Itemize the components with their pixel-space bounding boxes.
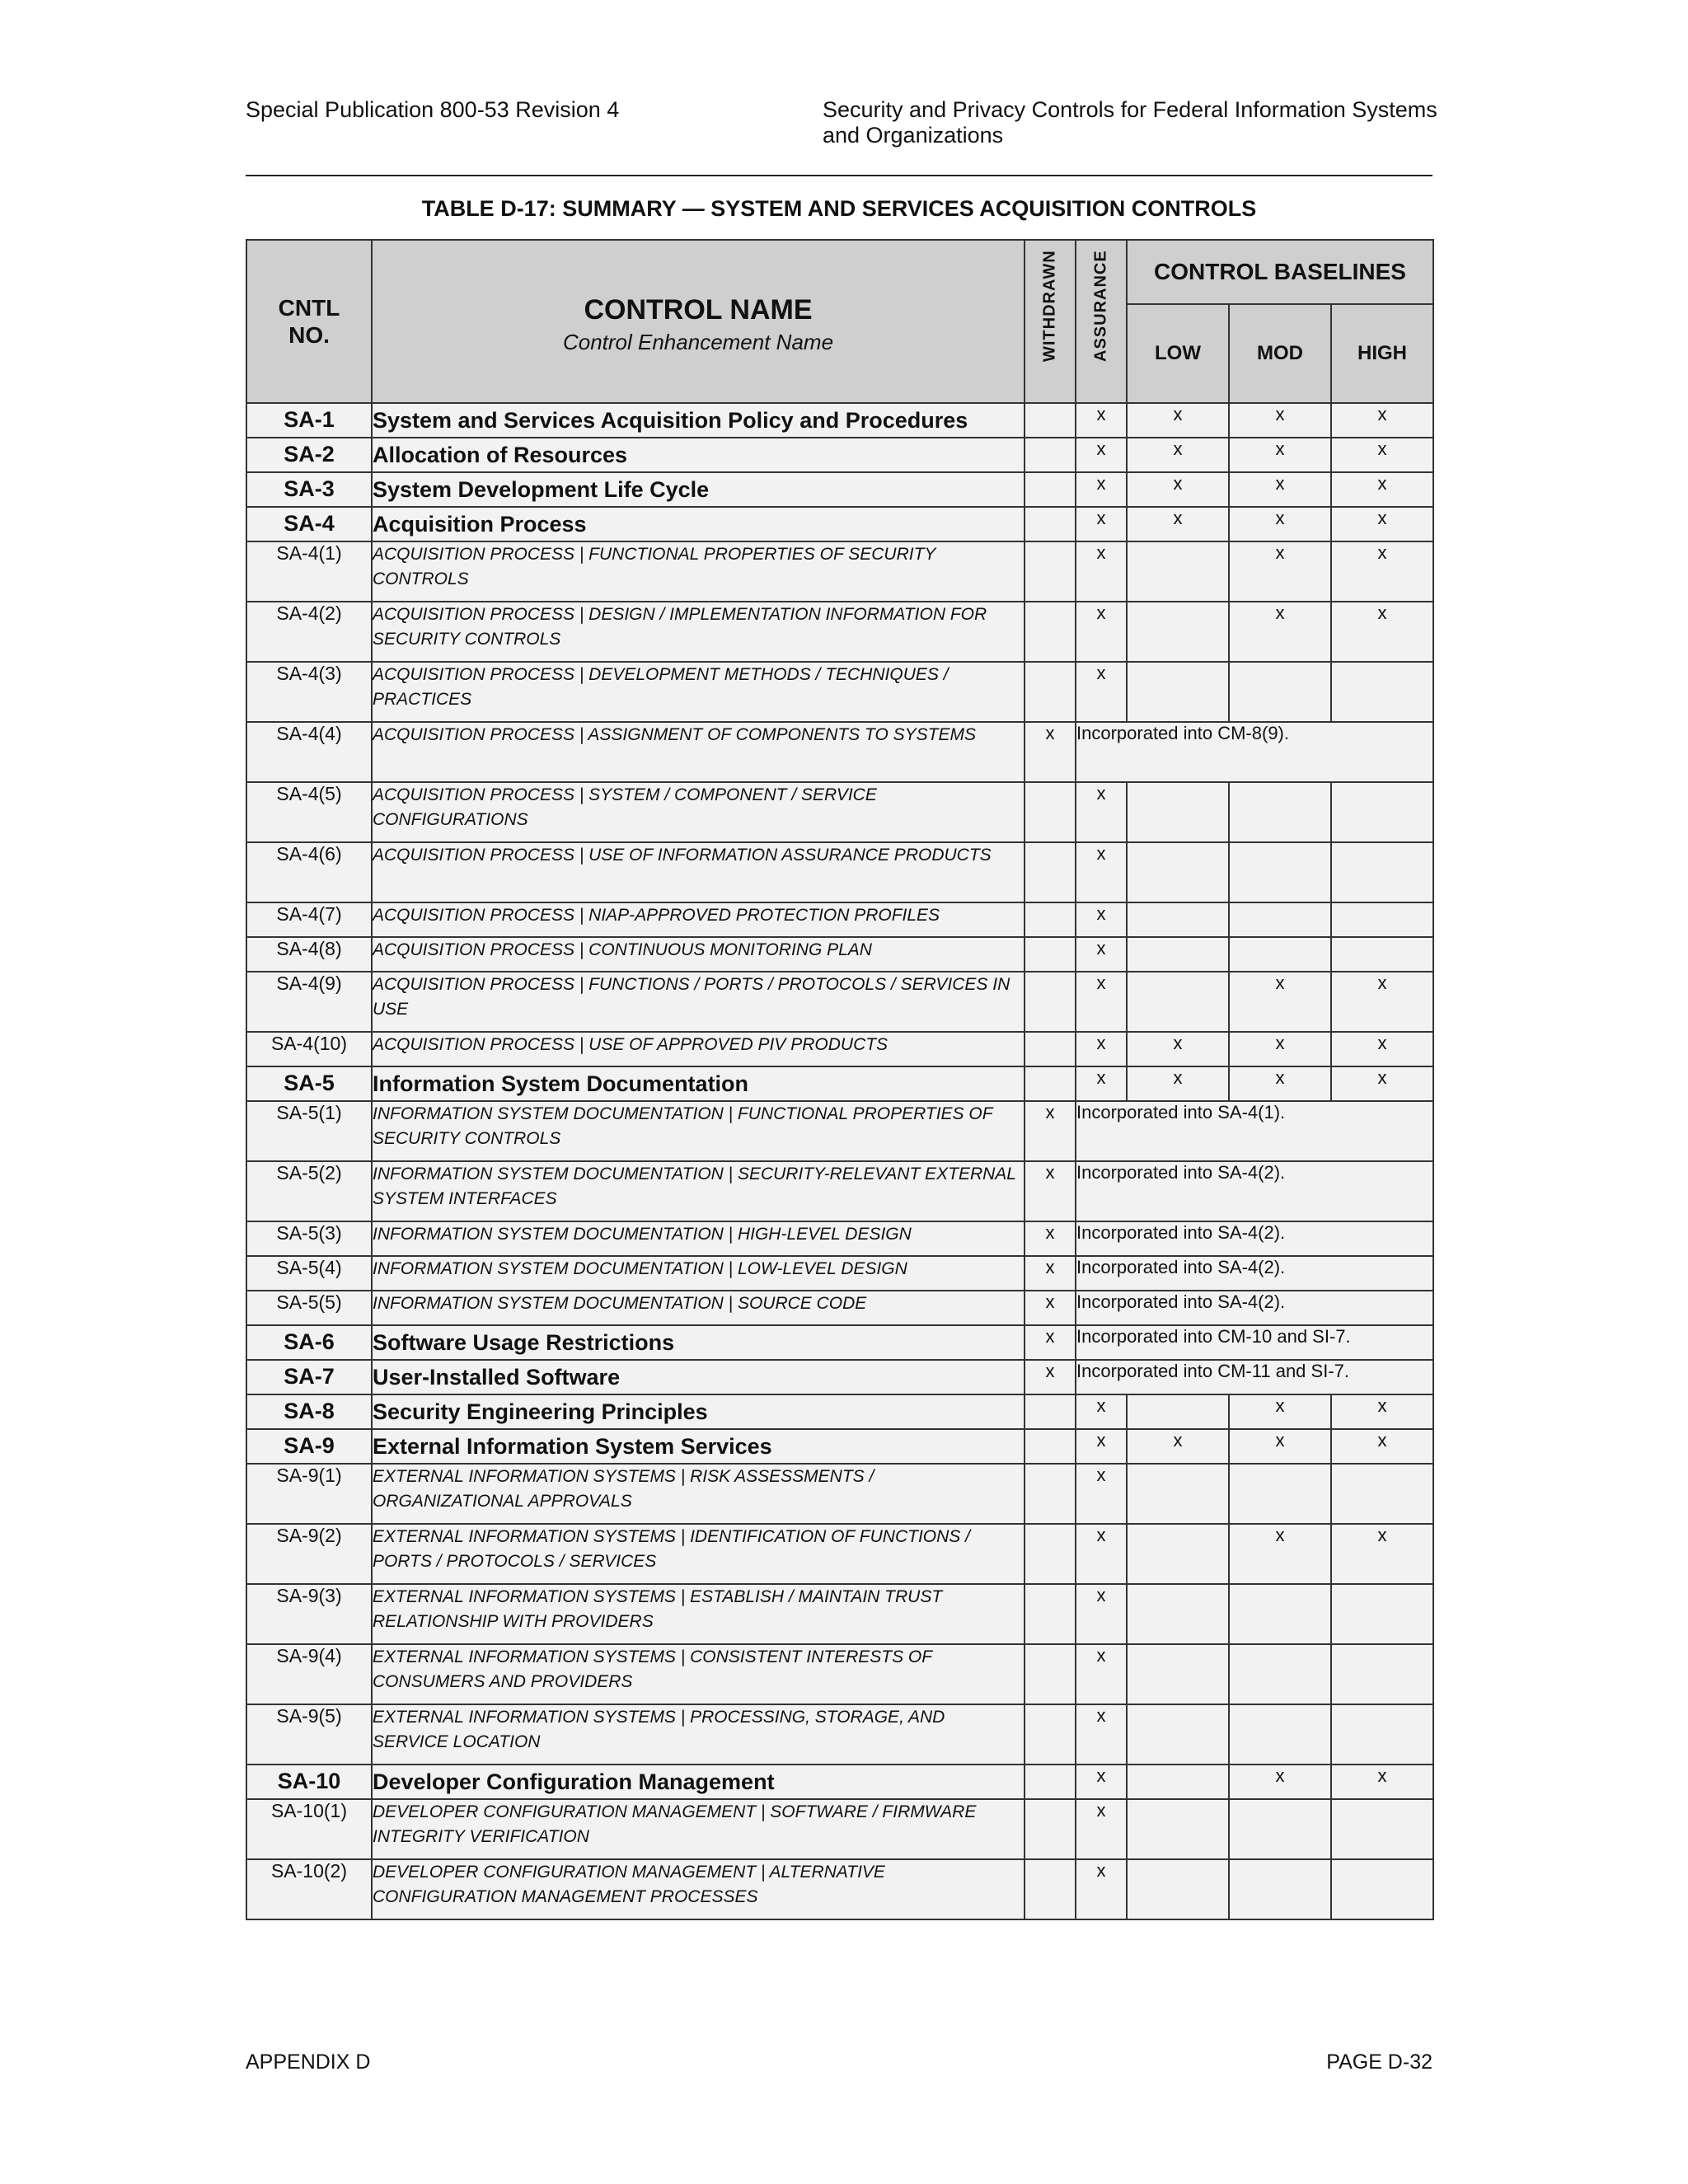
- baseline-mod-cell: x: [1229, 507, 1331, 541]
- table-row: [246, 1429, 1433, 1464]
- assurance-cell: x: [1076, 1584, 1127, 1644]
- incorporated-note-cell: Incorporated into SA-4(1).: [1076, 1101, 1433, 1161]
- table-row: [246, 602, 1433, 662]
- baseline-high-cell: x: [1331, 1394, 1433, 1429]
- baseline-mod-cell: [1229, 1799, 1331, 1859]
- baseline-mod-cell: [1229, 1859, 1331, 1919]
- withdrawn-cell: x: [1025, 1291, 1076, 1325]
- baseline-high-cell: x: [1331, 541, 1433, 602]
- baseline-high-cell: x: [1331, 403, 1433, 438]
- withdrawn-cell: [1025, 1704, 1076, 1765]
- baseline-mod-cell: [1229, 1584, 1331, 1644]
- table-row: [246, 1256, 1433, 1291]
- table-row: [246, 1464, 1433, 1524]
- baseline-low-cell: [1127, 937, 1229, 972]
- table-row: [246, 403, 1433, 438]
- withdrawn-cell: x: [1025, 1256, 1076, 1291]
- control-id-cell: SA-4(6): [246, 842, 372, 902]
- control-name-cell: INFORMATION SYSTEM DOCUMENTATION | SECURITY-RELEVANT EXTERNAL SYSTEM INTERFACES: [372, 1161, 1025, 1221]
- control-name-cell: EXTERNAL INFORMATION SYSTEMS | RISK ASSESSMENTS / ORGANIZATIONAL APPROVALS: [372, 1464, 1025, 1524]
- table-row: [246, 1360, 1433, 1394]
- withdrawn-cell: [1025, 602, 1076, 662]
- control-id-cell: SA-8: [246, 1394, 372, 1429]
- assurance-cell: x: [1076, 662, 1127, 722]
- withdrawn-cell: [1025, 1032, 1076, 1066]
- control-id-cell: SA-4(3): [246, 662, 372, 722]
- table-row: [246, 1644, 1433, 1704]
- control-name-cell: System Development Life Cycle: [372, 472, 1025, 507]
- control-name-cell: ACQUISITION PROCESS | DEVELOPMENT METHODS / TECHNIQUES / PRACTICES: [372, 662, 1025, 722]
- header-withdrawn-label: WITHDRAWN: [1040, 250, 1059, 362]
- baseline-mod-cell: [1229, 1704, 1331, 1765]
- control-id-cell: SA-5(4): [246, 1256, 372, 1291]
- control-id-cell: SA-9(2): [246, 1524, 372, 1584]
- assurance-cell: x: [1076, 1429, 1127, 1464]
- withdrawn-cell: [1025, 662, 1076, 722]
- control-name-cell: EXTERNAL INFORMATION SYSTEMS | ESTABLISH / MAINTAIN TRUST RELATIONSHIP WITH PROVIDERS: [372, 1584, 1025, 1644]
- assurance-cell: x: [1076, 1032, 1127, 1066]
- control-id-cell: SA-5(1): [246, 1101, 372, 1161]
- control-id-cell: SA-4(1): [246, 541, 372, 602]
- control-name-cell: User-Installed Software: [372, 1360, 1025, 1394]
- baseline-high-cell: x: [1331, 602, 1433, 662]
- assurance-cell: x: [1076, 472, 1127, 507]
- baseline-high-cell: [1331, 1859, 1433, 1919]
- control-name-cell: ACQUISITION PROCESS | ASSIGNMENT OF COMPONENTS TO SYSTEMS: [372, 722, 1025, 782]
- baseline-mod-cell: [1229, 902, 1331, 937]
- control-name-cell: ACQUISITION PROCESS | USE OF APPROVED PIV PRODUCTS: [372, 1032, 1025, 1066]
- table-row: [246, 782, 1433, 842]
- header-mod: MOD: [1229, 304, 1331, 403]
- control-id-cell: SA-10(1): [246, 1799, 372, 1859]
- assurance-cell: x: [1076, 782, 1127, 842]
- incorporated-note-cell: Incorporated into SA-4(2).: [1076, 1161, 1433, 1221]
- baseline-high-cell: [1331, 1584, 1433, 1644]
- baseline-low-cell: [1127, 972, 1229, 1032]
- control-id-cell: SA-4(10): [246, 1032, 372, 1066]
- baseline-low-cell: [1127, 1394, 1229, 1429]
- withdrawn-cell: [1025, 438, 1076, 472]
- baseline-mod-cell: x: [1229, 472, 1331, 507]
- withdrawn-cell: [1025, 1765, 1076, 1799]
- incorporated-note-cell: Incorporated into CM-11 and SI-7.: [1076, 1360, 1433, 1394]
- control-id-cell: SA-4(5): [246, 782, 372, 842]
- table-row: [246, 1101, 1433, 1161]
- baseline-mod-cell: x: [1229, 1429, 1331, 1464]
- baseline-mod-cell: [1229, 1464, 1331, 1524]
- assurance-cell: x: [1076, 1799, 1127, 1859]
- baseline-high-cell: [1331, 902, 1433, 937]
- baseline-low-cell: [1127, 1584, 1229, 1644]
- baseline-high-cell: [1331, 1464, 1433, 1524]
- baseline-low-cell: [1127, 662, 1229, 722]
- baseline-high-cell: [1331, 782, 1433, 842]
- control-id-cell: SA-4(2): [246, 602, 372, 662]
- control-name-cell: ACQUISITION PROCESS | FUNCTIONAL PROPERTIES OF SECURITY CONTROLS: [372, 541, 1025, 602]
- control-id-cell: SA-5: [246, 1066, 372, 1101]
- table-row: [246, 1524, 1433, 1584]
- assurance-cell: x: [1076, 1644, 1127, 1704]
- table-row: [246, 1584, 1433, 1644]
- control-name-cell: ACQUISITION PROCESS | DESIGN / IMPLEMENTATION INFORMATION FOR SECURITY CONTROLS: [372, 602, 1025, 662]
- baseline-high-cell: x: [1331, 438, 1433, 472]
- baseline-high-cell: x: [1331, 1032, 1433, 1066]
- baseline-low-cell: x: [1127, 438, 1229, 472]
- control-id-cell: SA-9(5): [246, 1704, 372, 1765]
- incorporated-note-cell: Incorporated into CM-8(9).: [1076, 722, 1433, 782]
- baseline-mod-cell: [1229, 842, 1331, 902]
- control-id-cell: SA-6: [246, 1325, 372, 1360]
- summary-table: [246, 239, 1434, 1920]
- baseline-low-cell: [1127, 1859, 1229, 1919]
- table-row: [246, 1704, 1433, 1765]
- baseline-mod-cell: x: [1229, 1066, 1331, 1101]
- table-row: [246, 1765, 1433, 1799]
- baseline-low-cell: [1127, 1704, 1229, 1765]
- baseline-mod-cell: x: [1229, 541, 1331, 602]
- assurance-cell: x: [1076, 1859, 1127, 1919]
- assurance-cell: x: [1076, 842, 1127, 902]
- assurance-cell: x: [1076, 902, 1127, 937]
- baseline-high-cell: x: [1331, 1066, 1433, 1101]
- control-name-cell: EXTERNAL INFORMATION SYSTEMS | CONSISTENT INTERESTS OF CONSUMERS AND PROVIDERS: [372, 1644, 1025, 1704]
- control-name-cell: Allocation of Resources: [372, 438, 1025, 472]
- table-row: [246, 842, 1433, 902]
- assurance-cell: x: [1076, 1464, 1127, 1524]
- header-control-baselines: CONTROL BASELINES: [1127, 240, 1433, 304]
- table-row: [246, 662, 1433, 722]
- control-id-cell: SA-9(1): [246, 1464, 372, 1524]
- assurance-cell: x: [1076, 1066, 1127, 1101]
- control-name-cell: INFORMATION SYSTEM DOCUMENTATION | SOURCE CODE: [372, 1291, 1025, 1325]
- baseline-high-cell: [1331, 842, 1433, 902]
- control-name-cell: ACQUISITION PROCESS | NIAP-APPROVED PROTECTION PROFILES: [372, 902, 1025, 937]
- control-name-cell: DEVELOPER CONFIGURATION MANAGEMENT | ALTERNATIVE CONFIGURATION MANAGEMENT PROCESSES: [372, 1859, 1025, 1919]
- header-assurance-label: ASSURANCE: [1091, 250, 1110, 362]
- control-name-cell: ACQUISITION PROCESS | SYSTEM / COMPONENT / SERVICE CONFIGURATIONS: [372, 782, 1025, 842]
- baseline-high-cell: x: [1331, 972, 1433, 1032]
- baseline-low-cell: x: [1127, 1429, 1229, 1464]
- control-id-cell: SA-4(9): [246, 972, 372, 1032]
- withdrawn-cell: [1025, 782, 1076, 842]
- baseline-mod-cell: x: [1229, 1765, 1331, 1799]
- baseline-low-cell: [1127, 1765, 1229, 1799]
- baseline-mod-cell: x: [1229, 602, 1331, 662]
- control-id-cell: SA-4: [246, 507, 372, 541]
- control-id-cell: SA-2: [246, 438, 372, 472]
- withdrawn-cell: x: [1025, 1360, 1076, 1394]
- control-name-cell: Acquisition Process: [372, 507, 1025, 541]
- withdrawn-cell: x: [1025, 1221, 1076, 1256]
- baseline-high-cell: x: [1331, 507, 1433, 541]
- control-name-cell: Information System Documentation: [372, 1066, 1025, 1101]
- baseline-low-cell: [1127, 1464, 1229, 1524]
- baseline-low-cell: [1127, 1799, 1229, 1859]
- withdrawn-cell: [1025, 1799, 1076, 1859]
- control-name-cell: INFORMATION SYSTEM DOCUMENTATION | FUNCTIONAL PROPERTIES OF SECURITY CONTROLS: [372, 1101, 1025, 1161]
- baseline-mod-cell: x: [1229, 1032, 1331, 1066]
- header-control-enhancement: Control Enhancement Name: [562, 330, 834, 354]
- control-id-cell: SA-10(2): [246, 1859, 372, 1919]
- table-row: [246, 1799, 1433, 1859]
- baseline-high-cell: x: [1331, 1765, 1433, 1799]
- assurance-cell: x: [1076, 438, 1127, 472]
- withdrawn-cell: [1025, 1859, 1076, 1919]
- baseline-low-cell: x: [1127, 472, 1229, 507]
- withdrawn-cell: [1025, 403, 1076, 438]
- control-id-cell: SA-9(3): [246, 1584, 372, 1644]
- baseline-mod-cell: x: [1229, 403, 1331, 438]
- baseline-low-cell: x: [1127, 1066, 1229, 1101]
- withdrawn-cell: [1025, 1066, 1076, 1101]
- running-header-right: [823, 97, 1449, 148]
- table-row: [246, 937, 1433, 972]
- running-header-right-line1: Security and Privacy Controls for Federal Information Systems: [823, 97, 1437, 122]
- baseline-high-cell: x: [1331, 472, 1433, 507]
- table-row: [246, 1291, 1433, 1325]
- baseline-low-cell: x: [1127, 1032, 1229, 1066]
- table-row: [246, 1066, 1433, 1101]
- table-row: [246, 472, 1433, 507]
- assurance-cell: x: [1076, 1765, 1127, 1799]
- baseline-high-cell: [1331, 1704, 1433, 1765]
- incorporated-note-cell: Incorporated into SA-4(2).: [1076, 1256, 1433, 1291]
- table-row: [246, 1221, 1433, 1256]
- baseline-low-cell: [1127, 602, 1229, 662]
- table-row: [246, 507, 1433, 541]
- table-row: [246, 1325, 1433, 1360]
- table-row: [246, 1859, 1433, 1919]
- assurance-cell: x: [1076, 937, 1127, 972]
- control-id-cell: SA-9(4): [246, 1644, 372, 1704]
- control-id-cell: SA-5(3): [246, 1221, 372, 1256]
- assurance-cell: x: [1076, 541, 1127, 602]
- header-assurance: [1076, 240, 1127, 403]
- header-rule: [246, 175, 1432, 176]
- withdrawn-cell: x: [1025, 1101, 1076, 1161]
- running-header-right-line2: and Organizations: [823, 123, 1004, 148]
- assurance-cell: x: [1076, 1704, 1127, 1765]
- baseline-low-cell: [1127, 902, 1229, 937]
- incorporated-note-cell: Incorporated into SA-4(2).: [1076, 1291, 1433, 1325]
- control-id-cell: SA-10: [246, 1765, 372, 1799]
- table-row: [246, 972, 1433, 1032]
- baseline-mod-cell: [1229, 662, 1331, 722]
- assurance-cell: x: [1076, 1524, 1127, 1584]
- table-row: [246, 1394, 1433, 1429]
- baseline-low-cell: [1127, 842, 1229, 902]
- withdrawn-cell: [1025, 842, 1076, 902]
- withdrawn-cell: [1025, 1464, 1076, 1524]
- withdrawn-cell: [1025, 1429, 1076, 1464]
- footer-appendix: APPENDIX D: [246, 2050, 371, 2074]
- withdrawn-cell: [1025, 1524, 1076, 1584]
- withdrawn-cell: x: [1025, 1325, 1076, 1360]
- table-row: [246, 438, 1433, 472]
- baseline-high-cell: [1331, 1644, 1433, 1704]
- assurance-cell: x: [1076, 972, 1127, 1032]
- baseline-low-cell: [1127, 782, 1229, 842]
- control-id-cell: SA-7: [246, 1360, 372, 1394]
- withdrawn-cell: [1025, 972, 1076, 1032]
- baseline-high-cell: [1331, 1799, 1433, 1859]
- withdrawn-cell: [1025, 507, 1076, 541]
- control-name-cell: System and Services Acquisition Policy and Procedures: [372, 403, 1025, 438]
- assurance-cell: x: [1076, 1394, 1127, 1429]
- withdrawn-cell: [1025, 1394, 1076, 1429]
- baseline-mod-cell: x: [1229, 1394, 1331, 1429]
- header-control-name: [372, 240, 1025, 403]
- baseline-high-cell: [1331, 662, 1433, 722]
- control-id-cell: SA-1: [246, 403, 372, 438]
- baseline-high-cell: x: [1331, 1524, 1433, 1584]
- control-id-cell: SA-5(5): [246, 1291, 372, 1325]
- table-row: [246, 1161, 1433, 1221]
- control-name-cell: Developer Configuration Management: [372, 1765, 1025, 1799]
- table-title: TABLE D-17: SUMMARY — SYSTEM AND SERVICES ACQUISITION CONTROLS: [421, 196, 1257, 221]
- control-id-cell: SA-4(4): [246, 722, 372, 782]
- table-row: [246, 722, 1433, 782]
- withdrawn-cell: x: [1025, 722, 1076, 782]
- header-cntl-line2: NO.: [288, 322, 330, 348]
- control-name-cell: Security Engineering Principles: [372, 1394, 1025, 1429]
- baseline-mod-cell: [1229, 1644, 1331, 1704]
- baseline-low-cell: x: [1127, 403, 1229, 438]
- control-name-cell: ACQUISITION PROCESS | CONTINUOUS MONITORING PLAN: [372, 937, 1025, 972]
- table-row: [246, 902, 1433, 937]
- control-name-cell: Software Usage Restrictions: [372, 1325, 1025, 1360]
- baseline-mod-cell: x: [1229, 972, 1331, 1032]
- control-name-cell: External Information System Services: [372, 1429, 1025, 1464]
- header-withdrawn: [1025, 240, 1076, 403]
- withdrawn-cell: [1025, 937, 1076, 972]
- baseline-low-cell: x: [1127, 507, 1229, 541]
- baseline-high-cell: [1331, 937, 1433, 972]
- control-name-cell: DEVELOPER CONFIGURATION MANAGEMENT | SOFTWARE / FIRMWARE INTEGRITY VERIFICATION: [372, 1799, 1025, 1859]
- assurance-cell: x: [1076, 403, 1127, 438]
- header-cntl-line1: CNTL: [278, 295, 340, 321]
- control-id-cell: SA-4(7): [246, 902, 372, 937]
- table-body: [246, 403, 1433, 1919]
- running-header-left: Special Publication 800-53 Revision 4: [246, 97, 620, 122]
- baseline-high-cell: x: [1331, 1429, 1433, 1464]
- incorporated-note-cell: Incorporated into CM-10 and SI-7.: [1076, 1325, 1433, 1360]
- control-id-cell: SA-4(8): [246, 937, 372, 972]
- table-row: [246, 1032, 1433, 1066]
- control-name-cell: EXTERNAL INFORMATION SYSTEMS | PROCESSING, STORAGE, AND SERVICE LOCATION: [372, 1704, 1025, 1765]
- control-name-cell: ACQUISITION PROCESS | FUNCTIONS / PORTS / PROTOCOLS / SERVICES IN USE: [372, 972, 1025, 1032]
- withdrawn-cell: [1025, 472, 1076, 507]
- footer-page-number: PAGE D-32: [1326, 2050, 1432, 2074]
- baseline-mod-cell: x: [1229, 438, 1331, 472]
- assurance-cell: x: [1076, 602, 1127, 662]
- control-name-cell: ACQUISITION PROCESS | USE OF INFORMATION ASSURANCE PRODUCTS: [372, 842, 1025, 902]
- withdrawn-cell: [1025, 1584, 1076, 1644]
- baseline-low-cell: [1127, 1644, 1229, 1704]
- withdrawn-cell: [1025, 1644, 1076, 1704]
- table-row: [246, 541, 1433, 602]
- control-id-cell: SA-5(2): [246, 1161, 372, 1221]
- withdrawn-cell: [1025, 541, 1076, 602]
- baseline-mod-cell: [1229, 937, 1331, 972]
- assurance-cell: x: [1076, 507, 1127, 541]
- control-name-cell: INFORMATION SYSTEM DOCUMENTATION | HIGH-LEVEL DESIGN: [372, 1221, 1025, 1256]
- control-id-cell: SA-3: [246, 472, 372, 507]
- header-low: LOW: [1127, 304, 1229, 403]
- baseline-low-cell: [1127, 541, 1229, 602]
- withdrawn-cell: [1025, 902, 1076, 937]
- baseline-mod-cell: [1229, 782, 1331, 842]
- control-name-cell: EXTERNAL INFORMATION SYSTEMS | IDENTIFICATION OF FUNCTIONS / PORTS / PROTOCOLS / SERVICES: [372, 1524, 1025, 1584]
- incorporated-note-cell: Incorporated into SA-4(2).: [1076, 1221, 1433, 1256]
- withdrawn-cell: x: [1025, 1161, 1076, 1221]
- baseline-low-cell: [1127, 1524, 1229, 1584]
- header-high: HIGH: [1331, 304, 1433, 403]
- header-control-name-title: CONTROL NAME: [584, 294, 813, 326]
- baseline-mod-cell: x: [1229, 1524, 1331, 1584]
- header-cntl-no: [246, 240, 372, 403]
- control-id-cell: SA-9: [246, 1429, 372, 1464]
- control-name-cell: INFORMATION SYSTEM DOCUMENTATION | LOW-LEVEL DESIGN: [372, 1256, 1025, 1291]
